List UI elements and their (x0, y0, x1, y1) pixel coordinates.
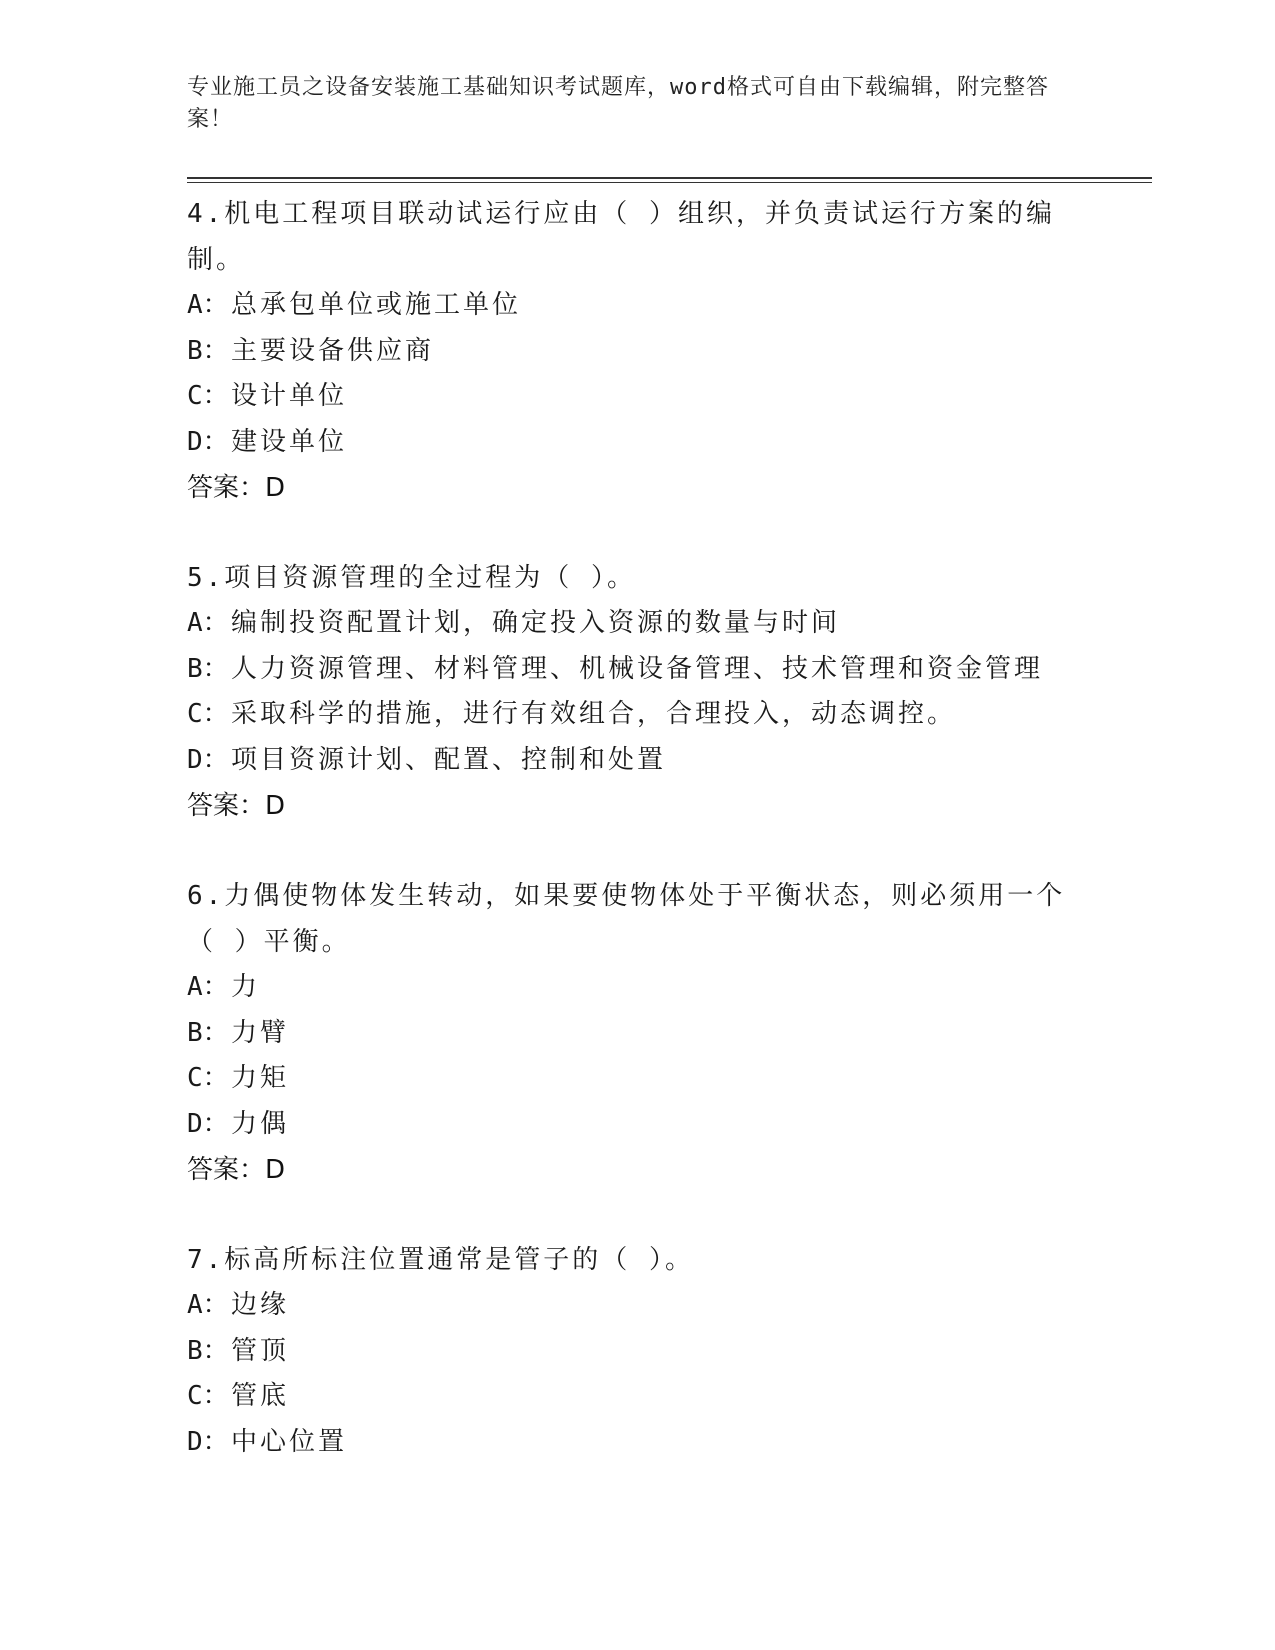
option-letter: B： (187, 335, 229, 366)
option-letter: A： (187, 290, 229, 320)
option-text: 建设单位 (231, 426, 348, 457)
option-letter: C： (187, 381, 229, 411)
header-divider-thick (187, 177, 1152, 179)
header-divider-thin (187, 182, 1152, 183)
option-a (187, 283, 1087, 329)
answer-label: 答案：D (187, 473, 286, 503)
option-a (187, 965, 1087, 1011)
option-letter: B： (187, 1335, 229, 1366)
option-letter: D： (187, 426, 229, 457)
option-b (187, 647, 1087, 693)
option-text: 中心位置 (231, 1426, 348, 1457)
option-d (187, 420, 1087, 466)
option-letter: D： (187, 744, 229, 775)
document-header: 专业施工员之设备安装施工基础知识考试题库，word格式可自由下载编辑，附完整答案！ (187, 75, 1049, 132)
option-letter: C： (187, 1063, 229, 1093)
question-5 (187, 555, 1087, 829)
option-letter: A： (187, 1290, 229, 1320)
option-letter: D： (187, 1426, 229, 1457)
option-d (187, 1102, 1087, 1148)
question-stem: 6.力偶使物体发生转动，如果要使物体处于平衡状态，则必须用一个（ ）平衡。 (187, 881, 1066, 957)
option-text: 设计单位 (231, 381, 348, 411)
option-b (187, 329, 1087, 375)
question-4 (187, 191, 1087, 511)
option-letter: C： (187, 1381, 229, 1411)
option-text: 力矩 (231, 1063, 290, 1093)
option-c (187, 1374, 1087, 1420)
option-letter: B： (187, 1017, 229, 1048)
option-text: 项目资源计划、配置、控制和处置 (231, 744, 667, 775)
option-text: 编制投资配置计划，确定投入资源的数量与时间 (231, 608, 841, 638)
option-d (187, 738, 1087, 784)
option-b (187, 1329, 1087, 1375)
option-text: 力偶 (231, 1108, 290, 1139)
option-text: 采取科学的措施，进行有效组合，合理投入，动态调控。 (231, 699, 957, 729)
option-d (187, 1420, 1087, 1466)
question-6 (187, 873, 1087, 1193)
option-text: 管顶 (231, 1335, 290, 1366)
option-letter: D： (187, 1108, 229, 1139)
question-7 (187, 1237, 1087, 1465)
option-text: 主要设备供应商 (231, 335, 435, 366)
option-letter: A： (187, 972, 229, 1002)
question-stem: 4.机电工程项目联动试运行应由（ ）组织，并负责试运行方案的编制。 (187, 199, 1055, 275)
question-list (187, 191, 1087, 1509)
option-letter: C： (187, 699, 229, 729)
option-text: 边缘 (231, 1290, 290, 1320)
option-c (187, 1056, 1087, 1102)
option-text: 力 (231, 972, 261, 1002)
question-stem: 7.标高所标注位置通常是管子的（ ）。 (187, 1245, 694, 1275)
option-text: 管底 (231, 1381, 290, 1411)
question-stem: 5.项目资源管理的全过程为（ ）。 (187, 563, 636, 593)
answer-label: 答案：D (187, 791, 286, 821)
option-a (187, 1283, 1087, 1329)
option-a (187, 601, 1087, 647)
option-text: 力臂 (231, 1017, 290, 1048)
answer-label: 答案：D (187, 1155, 286, 1185)
option-c (187, 374, 1087, 420)
option-letter: A： (187, 608, 229, 638)
option-letter: B： (187, 653, 229, 684)
option-c (187, 692, 1087, 738)
option-b (187, 1011, 1087, 1057)
option-text: 人力资源管理、材料管理、机械设备管理、技术管理和资金管理 (231, 653, 1044, 684)
option-text: 总承包单位或施工单位 (231, 290, 522, 320)
